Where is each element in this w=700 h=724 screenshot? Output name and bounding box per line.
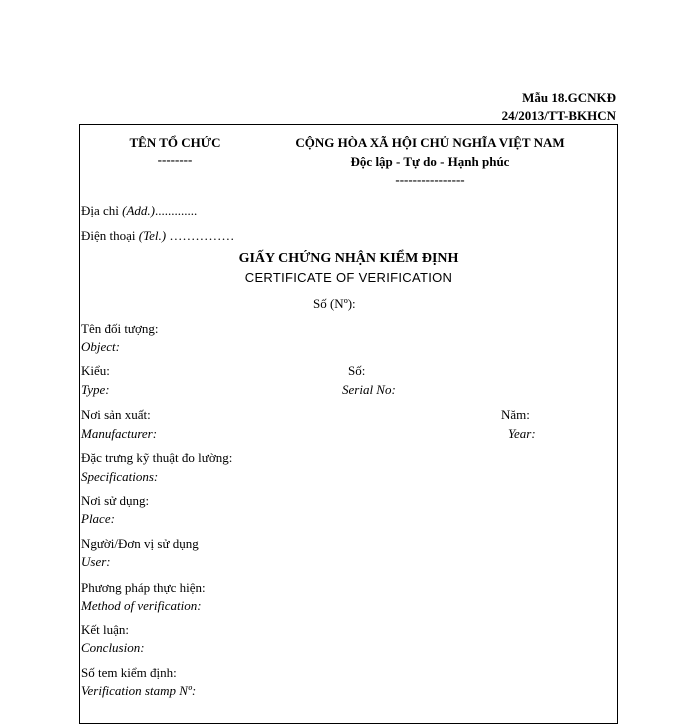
nation-divider: ---------------- — [395, 172, 465, 187]
organization-name: TÊN TỔ CHỨC — [129, 135, 221, 150]
stamp-label-en: Verification stamp Nº: — [81, 683, 197, 698]
conclusion-label-vi: Kết luận: — [81, 622, 130, 637]
serial-label-en: Serial No: — [342, 382, 396, 397]
certificate-number: Số (Nº): — [313, 296, 356, 311]
object-label-en: Object: — [81, 339, 120, 354]
stamp-label-vi: Số tem kiểm định: — [81, 665, 177, 680]
manufacturer-label-en: Manufacturer: — [81, 426, 158, 441]
type-label-en: Type: — [81, 382, 110, 397]
phone-line — [81, 228, 234, 244]
user-label-en: User: — [81, 554, 111, 569]
method-label-en: Method of verification: — [81, 598, 202, 613]
nation-name: CỘNG HÒA XÃ HỘI CHỦ NGHĨA VIỆT NAM — [295, 135, 565, 150]
user-label-vi: Người/Đơn vị sử dụng — [81, 536, 199, 551]
address-line — [81, 203, 197, 219]
phone-label-en: (Tel.) — [138, 228, 167, 243]
address-label: Địa chỉ — [81, 203, 123, 218]
object-label-vi: Tên đối tượng: — [81, 321, 159, 336]
circular-number: 24/2013/TT-BKHCN — [501, 108, 616, 123]
address-label-en: (Add.) — [122, 203, 156, 218]
phone-dots: …………… — [166, 228, 235, 243]
year-label-en: Year: — [508, 426, 536, 441]
place-label-en: Place: — [81, 511, 115, 526]
organization-divider: -------- — [157, 152, 193, 167]
phone-label: Điện thoại — [81, 228, 139, 243]
specifications-label-vi: Đặc trưng kỹ thuật đo lường: — [81, 450, 233, 465]
manufacturer-label-vi: Nơi sản xuất: — [81, 407, 151, 422]
year-label-vi: Năm: — [501, 407, 530, 422]
type-label-vi: Kiểu: — [81, 363, 110, 378]
place-label-vi: Nơi sử dụng: — [81, 493, 150, 508]
form-code: Mẫu 18.GCNKĐ — [522, 90, 616, 105]
conclusion-label-en: Conclusion: — [81, 640, 145, 655]
serial-label-vi: Số: — [348, 363, 366, 378]
certificate-title-vi: GIẤY CHỨNG NHẬN KIỂM ĐỊNH — [238, 251, 459, 266]
certificate-title-en: CERTIFICATE OF VERIFICATION — [244, 270, 453, 285]
specifications-label-en: Specifications: — [81, 469, 159, 484]
method-label-vi: Phương pháp thực hiện: — [81, 580, 206, 595]
address-dots: ............. — [155, 203, 198, 218]
nation-motto: Độc lập - Tự do - Hạnh phúc — [350, 154, 510, 169]
